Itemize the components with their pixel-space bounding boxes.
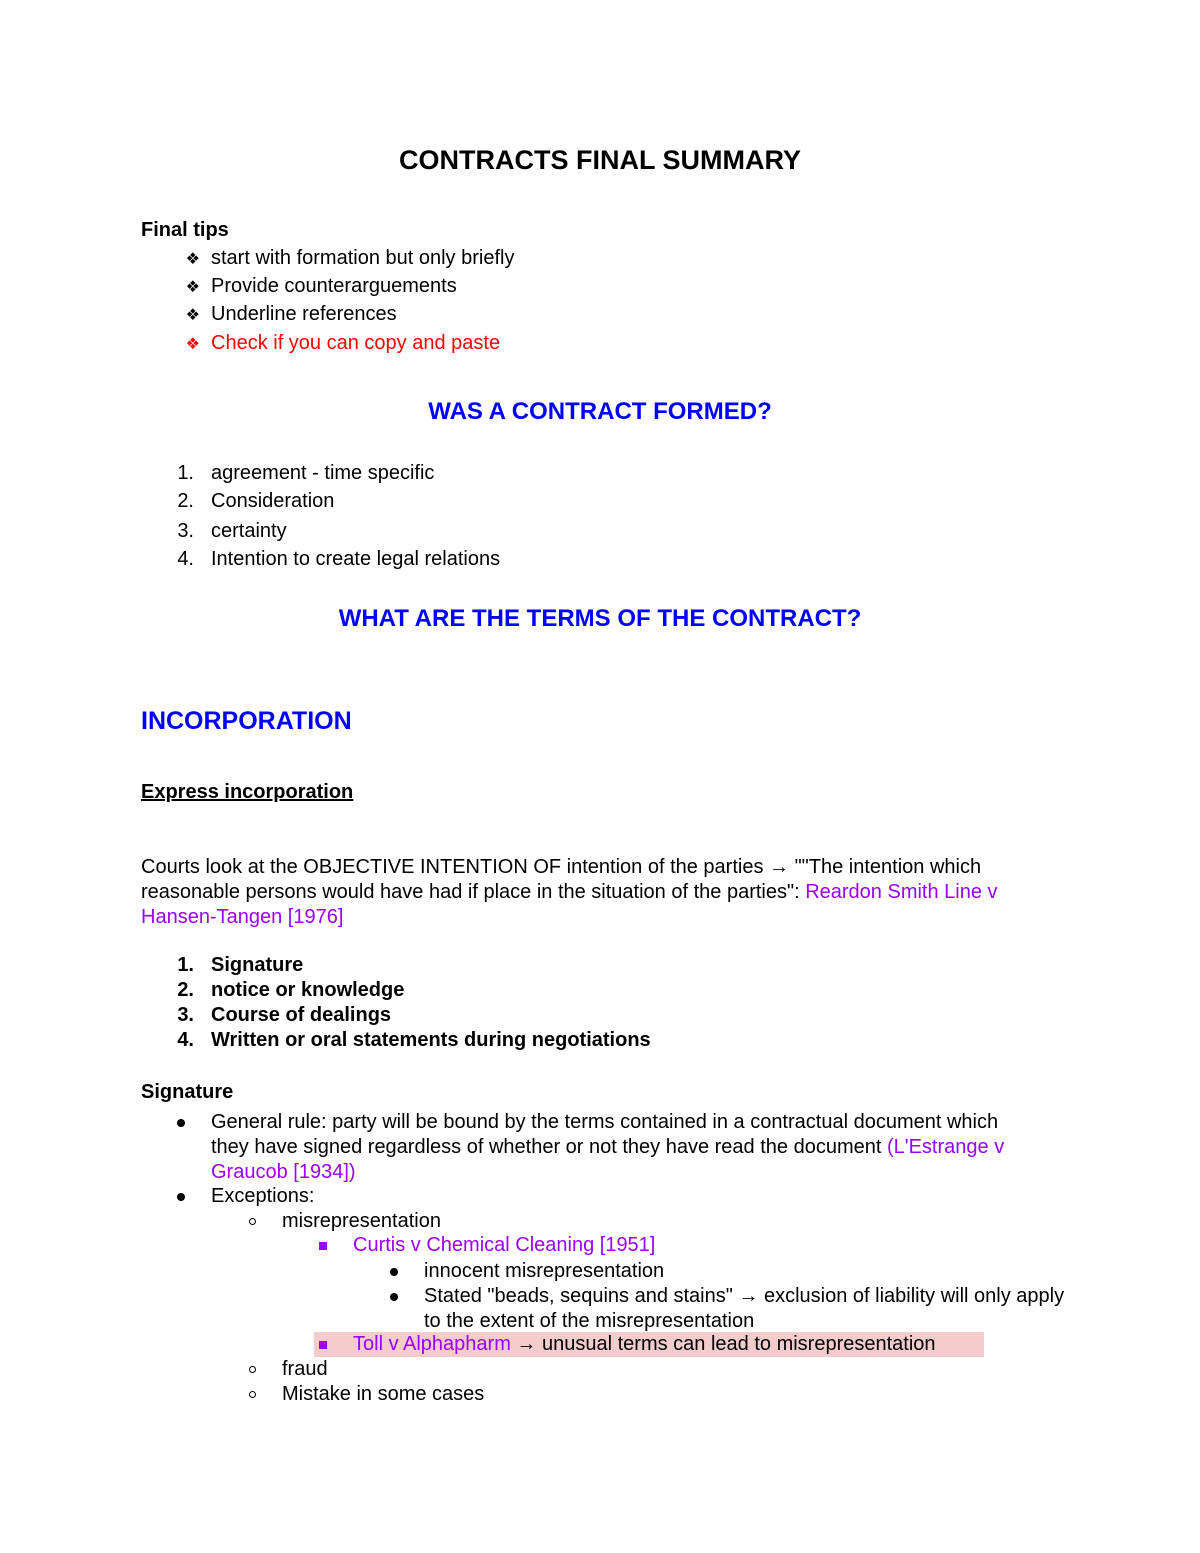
formation-heading: WAS A CONTRACT FORMED? [428, 398, 772, 425]
paragraph-text: Courts look at the OBJECTIVE INTENTION OF intention of the parties → ""The intention which reasonable persons would have had if place in the situation of the parties": [141, 856, 982, 903]
list-text: Course of dealings [211, 1004, 392, 1026]
list-text: notice or knowledge [211, 979, 405, 1001]
curtis-point-innocent: innocent misrepresentation [424, 1260, 665, 1282]
bullet-circle-icon [249, 1391, 256, 1398]
tip-text: start with formation but only briefly [211, 247, 515, 269]
incorporation-heading: INCORPORATION [141, 707, 352, 735]
fraud-text: fraud [282, 1358, 328, 1380]
case-citation: Reardon Smith Line v Hansen-Tangen [1976] [141, 881, 998, 928]
list-number: 4. [177, 1029, 194, 1051]
list-item [0, 978, 900, 1003]
mistake-text: Mistake in some cases [282, 1383, 485, 1405]
bullet-circle-icon [249, 1366, 256, 1373]
case-citation: Toll v Alphapharm [353, 1333, 511, 1355]
bullet-dot-icon [390, 1268, 398, 1276]
list-number: 3. [177, 520, 194, 542]
list-number: 1. [177, 462, 194, 484]
list-number: 1. [177, 954, 194, 976]
list-item [0, 489, 900, 514]
diamond-bullet-icon: ❖ [185, 305, 200, 324]
bullet-dot-icon [177, 1193, 185, 1201]
list-item [0, 953, 900, 978]
general-rule-text [211, 1110, 1031, 1185]
document-title: CONTRACTS FINAL SUMMARY [399, 145, 801, 175]
diamond-bullet-icon: ❖ [185, 249, 200, 268]
bullet-square-icon [319, 1242, 327, 1250]
list-item [0, 1003, 900, 1028]
curtis-point-beads: Stated "beads, sequins and stains" → exclusion of liability will only apply to the extent of the misrepresentation [424, 1285, 1065, 1332]
list-item [0, 1028, 900, 1053]
list-number: 2. [177, 490, 194, 512]
objective-intention-paragraph [141, 855, 1061, 930]
tip-text: Provide counterarguements [211, 275, 457, 297]
bullet-dot-icon [177, 1119, 185, 1127]
list-item [0, 246, 900, 271]
toll-text: → unusual terms can lead to misrepresentation [510, 1333, 936, 1355]
list-item [0, 461, 900, 486]
list-text: agreement - time specific [211, 462, 435, 484]
list-item [0, 331, 900, 356]
bullet-square-icon [319, 1341, 327, 1349]
list-text: Signature [211, 954, 304, 976]
list-number: 4. [177, 548, 194, 570]
bullet-dot-icon [390, 1293, 398, 1301]
case-citation: (L'Estrange v Graucob [1934]) [211, 1136, 1005, 1183]
list-number: 3. [177, 1004, 194, 1026]
bullet-circle-icon [249, 1218, 256, 1225]
diamond-bullet-icon: ❖ [185, 334, 200, 353]
final-tips-heading: Final tips [141, 219, 229, 241]
list-item [0, 274, 900, 299]
exceptions-label: Exceptions: [211, 1185, 315, 1207]
list-text: certainty [211, 520, 287, 542]
list-text: Intention to create legal relations [211, 548, 501, 570]
list-text: Written or oral statements during negotiations [211, 1029, 651, 1051]
list-number: 2. [177, 979, 194, 1001]
toll-case-line [353, 1332, 936, 1357]
express-incorporation-heading: Express incorporation [141, 781, 354, 803]
rule-text: General rule: party will be bound by the terms contained in a contractual document which they have signed regardless of whether or not they have read the document [211, 1111, 999, 1158]
curtis-case: Curtis v Chemical Cleaning [1951] [353, 1234, 656, 1256]
tip-text: Underline references [211, 303, 397, 325]
misrepresentation-text: misrepresentation [282, 1210, 441, 1232]
list-text: Consideration [211, 490, 335, 512]
list-item [0, 547, 900, 572]
signature-heading: Signature [141, 1081, 234, 1103]
diamond-bullet-icon: ❖ [185, 277, 200, 296]
tip-text: Check if you can copy and paste [211, 332, 501, 354]
terms-heading: WHAT ARE THE TERMS OF THE CONTRACT? [338, 605, 862, 632]
list-item [0, 302, 900, 327]
list-item [0, 519, 900, 544]
